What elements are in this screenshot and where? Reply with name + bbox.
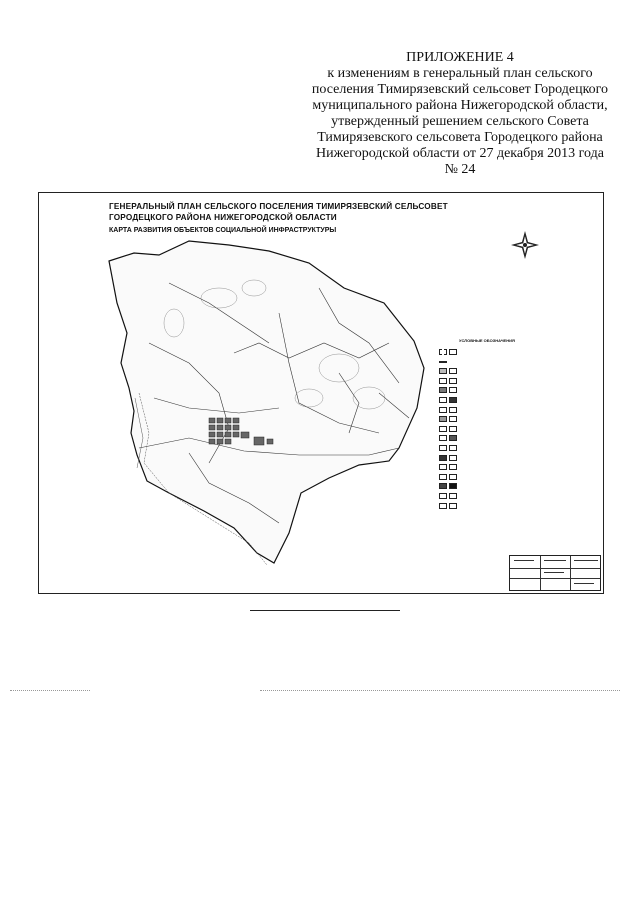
legend-symbol [449,474,457,480]
legend-symbol [439,445,447,451]
legend-row [439,386,559,396]
legend-row [439,396,559,406]
legend-symbol [439,349,447,355]
map-subtitle: КАРТА РАЗВИТИЯ ОБЪЕКТОВ СОЦИАЛЬНОЙ ИНФРАСТРУКТУРЫ [109,227,337,234]
legend-row [439,358,559,368]
legend-symbol [439,426,447,432]
legend-symbol [439,378,447,384]
legend-symbol [449,464,457,470]
header-line: Тимирязевского сельсовета Городецкого района [317,130,603,145]
legend-symbol [439,503,447,509]
map-title [109,201,448,223]
legend-symbol [449,378,457,384]
legend-symbol [439,493,447,499]
legend-row [439,473,559,483]
document-header [300,50,620,178]
legend-row [439,434,559,444]
legend-symbol [449,397,457,403]
legend-symbol [449,407,457,413]
legend-row [439,454,559,464]
legend-symbol [439,397,447,403]
legend-row [439,415,559,425]
header-line: к изменениям в генеральный план сельского [327,66,593,81]
legend-symbol [449,416,457,422]
legend-symbol [439,416,447,422]
legend-symbol [449,426,457,432]
map-title-line: ГОРОДЕЦКОГО РАЙОНА НИЖЕГОРОДСКОЙ ОБЛАСТИ [109,213,337,222]
legend-row [439,377,559,387]
legend-row [439,482,559,492]
legend-row [439,492,559,502]
legend-symbol [439,474,447,480]
title-block-stamp [509,555,601,591]
legend-symbol [449,503,457,509]
legend-row [439,463,559,473]
legend-symbol [439,483,447,489]
legend-symbol [439,435,447,441]
legend-symbol [439,368,447,374]
legend-row [439,444,559,454]
legend-symbol [449,493,457,499]
legend-symbol [449,368,457,374]
legend-symbol [439,387,447,393]
legend-symbol [439,361,447,363]
legend [439,348,559,511]
map-sheet [38,192,604,594]
legend-symbol [439,464,447,470]
legend-row [439,406,559,416]
appendix-title: ПРИЛОЖЕНИЕ 4 [406,50,514,65]
header-line: муниципального района Нижегородской области, [312,98,608,113]
legend-row [439,502,559,512]
legend-symbol [449,455,457,461]
legend-symbol [449,349,457,355]
scan-artifact [10,690,90,692]
signature-rule [250,610,400,611]
legend-row [439,425,559,435]
document-number: № 24 [444,162,476,177]
legend-symbol [439,455,447,461]
header-line: поселения Тимирязевский сельсовет Городецкого [311,82,609,97]
legend-row [439,367,559,377]
legend-symbol [449,445,457,451]
map-title-line: ГЕНЕРАЛЬНЫЙ ПЛАН СЕЛЬСКОГО ПОСЕЛЕНИЯ ТИМИРЯЗЕВСКИЙ СЕЛЬСОВЕТ [109,202,448,211]
header-line: Нижегородской области от 27 декабря 2013 года [316,146,604,161]
legend-symbol [449,435,457,441]
legend-symbol [439,407,447,413]
legend-symbol [449,387,457,393]
header-line: утвержденный решением сельского Совета [331,114,589,129]
scan-artifact [260,690,620,692]
legend-title: УСЛОВНЫЕ ОБОЗНАЧЕНИЯ [459,338,515,343]
compass-rose-icon [511,231,539,259]
legend-symbol [449,483,457,489]
legend-row [439,348,559,358]
